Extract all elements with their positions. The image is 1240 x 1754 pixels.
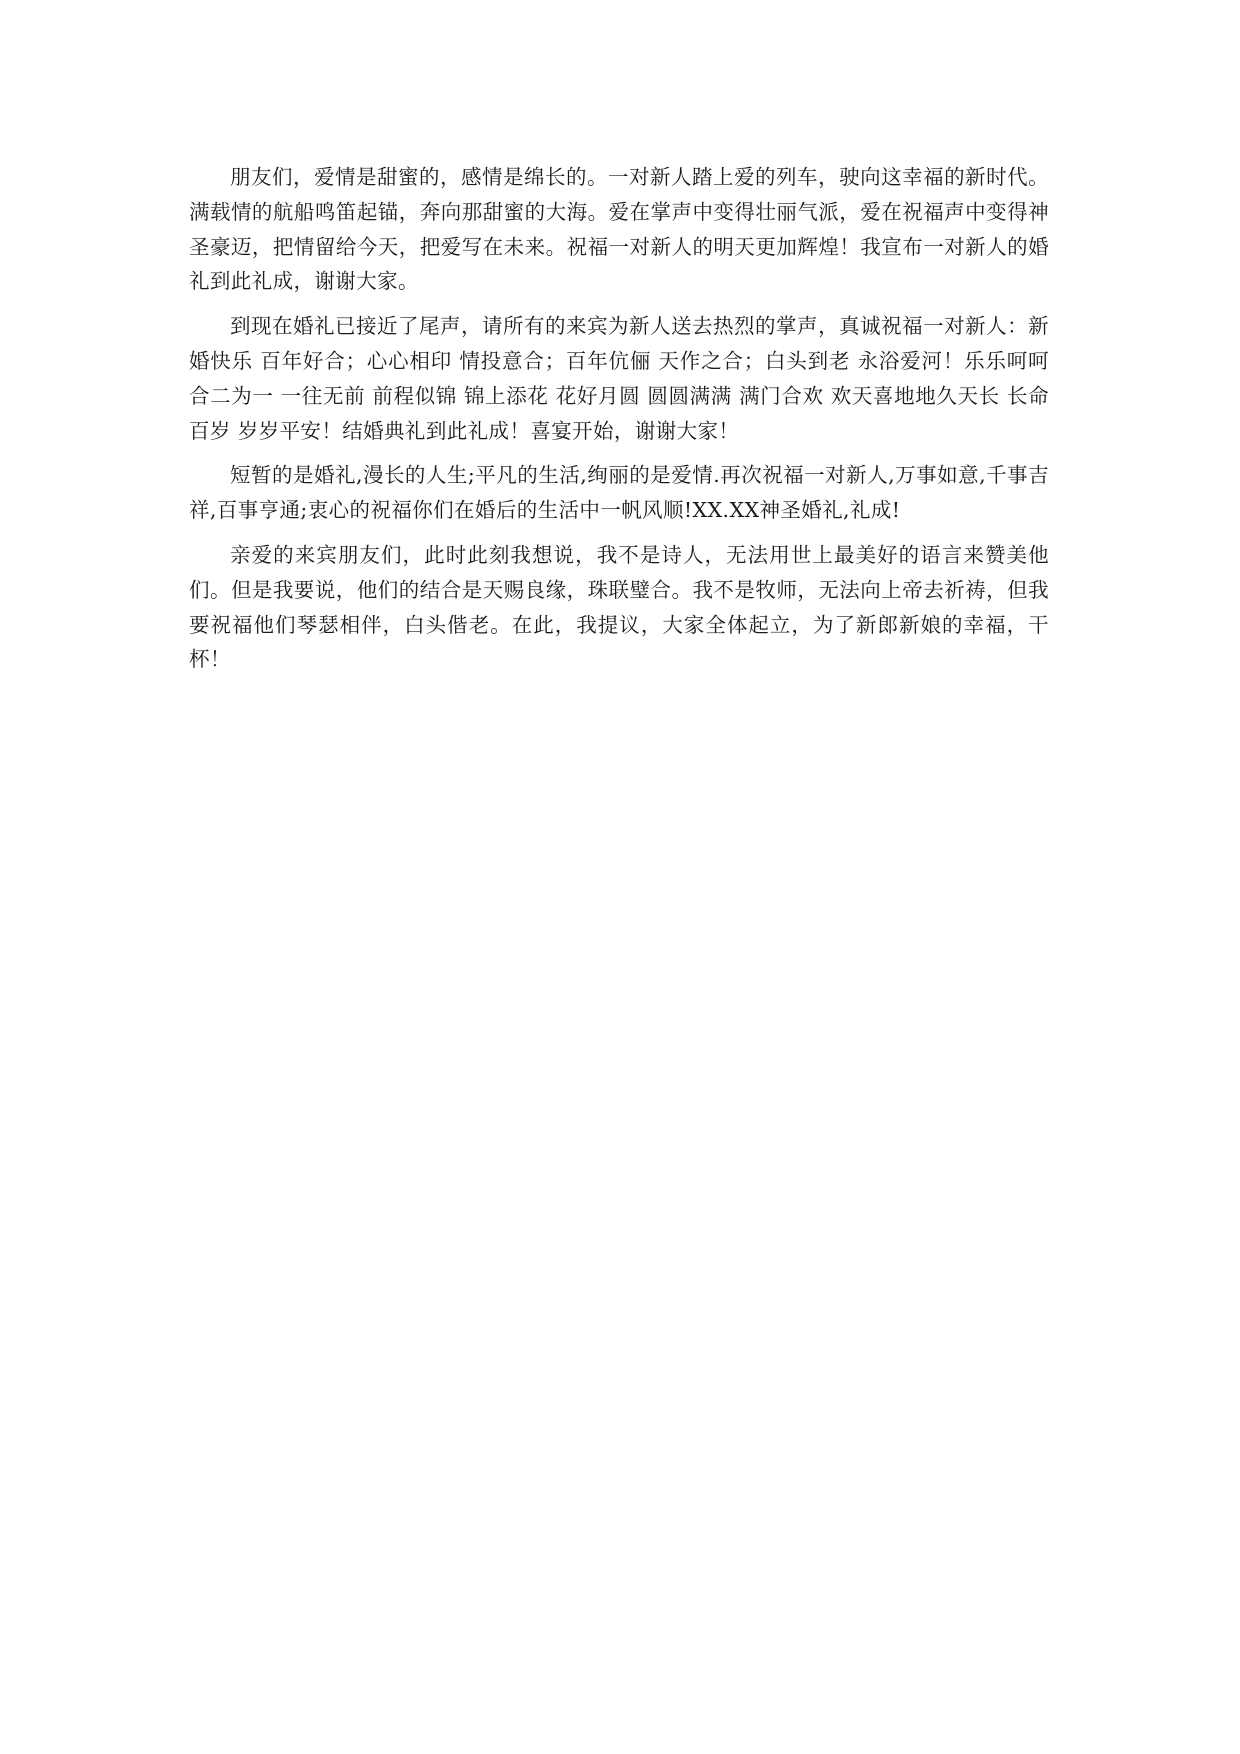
paragraph-3: 短暂的是婚礼,漫长的人生;平凡的生活,绚丽的是爱情.再次祝福一对新人,万事如意,千事吉祥,百事亨通;衷心的祝福你们在婚后的生活中一帆风顺!XX.XX神圣婚礼,礼成! [189, 463, 1049, 523]
paragraph-2: 到现在婚礼已接近了尾声，请所有的来宾为新人送去热烈的掌声，真诚祝福一对新人：新婚快乐 百年好合；心心相印 情投意合；百年伉俪 天作之合；白头到老 永浴爱河！乐乐呵呵 合二为一 一往无前 前程似锦 锦上添花 花好月圆 圆圆满满 满门合欢 欢天喜地地久天长 长命百岁 岁岁平安！结婚典礼到此礼成！喜宴开始，谢谢大家！ [189, 314, 1049, 443]
paragraph-1: 朋友们，爱情是甜蜜的，感情是绵长的。一对新人踏上爱的列车，驶向这幸福的新时代。满载情的航船鸣笛起锚，奔向那甜蜜的大海。爱在掌声中变得壮丽气派，爱在祝福声中变得神圣豪迈，把情留给今天，把爱写在未来。祝福一对新人的明天更加辉煌！我宣布一对新人的婚礼到此礼成，谢谢大家。 [189, 165, 1049, 294]
paragraph-4: 亲爱的来宾朋友们，此时此刻我想说，我不是诗人，无法用世上最美好的语言来赞美他们。但是我要说，他们的结合是天赐良缘，珠联璧合。我不是牧师，无法向上帝去祈祷，但我要祝福他们琴瑟相伴，白头偕老。在此，我提议，大家全体起立，为了新郎新娘的幸福，干杯！ [189, 542, 1049, 672]
document-body [189, 160, 1049, 687]
